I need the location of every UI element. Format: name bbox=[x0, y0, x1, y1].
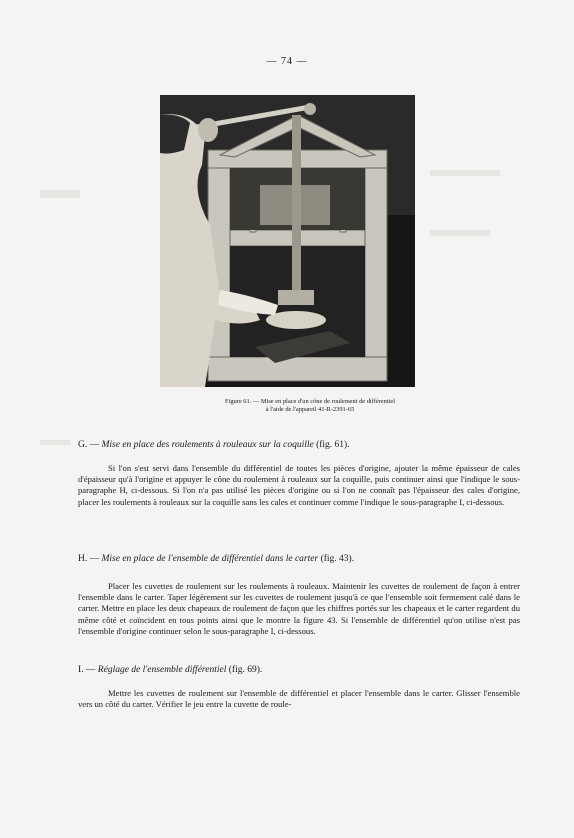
bleed-through-mark bbox=[430, 170, 500, 176]
caption-line-2: à l'aide de l'appareil 41-R-2391-65 bbox=[265, 406, 355, 413]
figure-photo bbox=[160, 95, 415, 387]
section-g-heading bbox=[78, 440, 350, 450]
section-i-paragraph: Mettre les cuvettes de roulement sur l'ensemble de différentiel et placer l'ensemble dans le carter. Glisser l'ensemble vers un côté du carter. Vérifier le jeu entre la cuvette de roule- bbox=[78, 688, 520, 710]
section-h-ref: (fig. 43). bbox=[320, 554, 355, 564]
section-i-ref: (fig. 69). bbox=[228, 665, 263, 675]
figure-caption bbox=[160, 398, 460, 414]
section-h-paragraph: Placer les cuvettes de roulement sur les roulements à rouleaux. Maintenir les cuvettes de roulement de façon à entrer l'ensemble dans le carter. Taper légèrement sur les cuvettes de roulement jusqu'à ce que l'ensemble soit fermement calé dans le carter. Mettre en place les deux chapeaux de roulement de façon que les chiffres portés sur les chapeaux et le carter regardent du même côté et coïncident en tous points ainsi que le montre la figure 43. Si l'ensemble de différentiel qu'on utilise n'est pas l'ensemble d'origine continuer selon le sous-paragraphe I, ci-dessous. bbox=[78, 581, 520, 636]
bleed-through-mark bbox=[430, 230, 490, 236]
section-g-paragraph: Si l'on s'est servi dans l'ensemble du différentiel de toutes les pièces d'origine, ajouter la même épaisseur de cales d'épaisseur qu'à l'origine et appuyer le cône du roulement à rouleaux sur la coquille, puis continuer ainsi que l'indique le sous-paragraphe H, ci-dessous. Si l'on n'a pas utilisé les pièces d'origine ou si l'on ne connaît pas l'épaisseur des cales d'origine, placer les roulements à rouleaux sur la coquille sans les cales et continuer comme l'indique le sous-paragraphe I, ci-dessous. bbox=[78, 463, 520, 507]
page-number: — 74 — bbox=[266, 56, 308, 67]
bleed-through-mark bbox=[40, 190, 80, 198]
press-photo-illustration bbox=[160, 95, 415, 387]
section-h-title: Mise en place de l'ensemble de différentiel dans le carter bbox=[101, 554, 319, 564]
section-g-letter: G. — bbox=[78, 440, 100, 450]
section-g-title: Mise en place des roulements à rouleaux sur la coquille bbox=[101, 440, 314, 450]
section-g-ref: (fig. 61). bbox=[316, 440, 350, 450]
caption-line-1: Figure 61. — Mise en place d'un cône de roulement de différentiel bbox=[225, 398, 395, 405]
section-h-heading bbox=[78, 554, 354, 564]
bleed-through-mark bbox=[40, 440, 70, 445]
section-i-letter: I. — bbox=[78, 665, 96, 675]
section-i-heading bbox=[78, 665, 262, 675]
section-i-title: Réglage de l'ensemble différentiel bbox=[97, 665, 227, 675]
section-h-letter: H. — bbox=[78, 554, 100, 564]
